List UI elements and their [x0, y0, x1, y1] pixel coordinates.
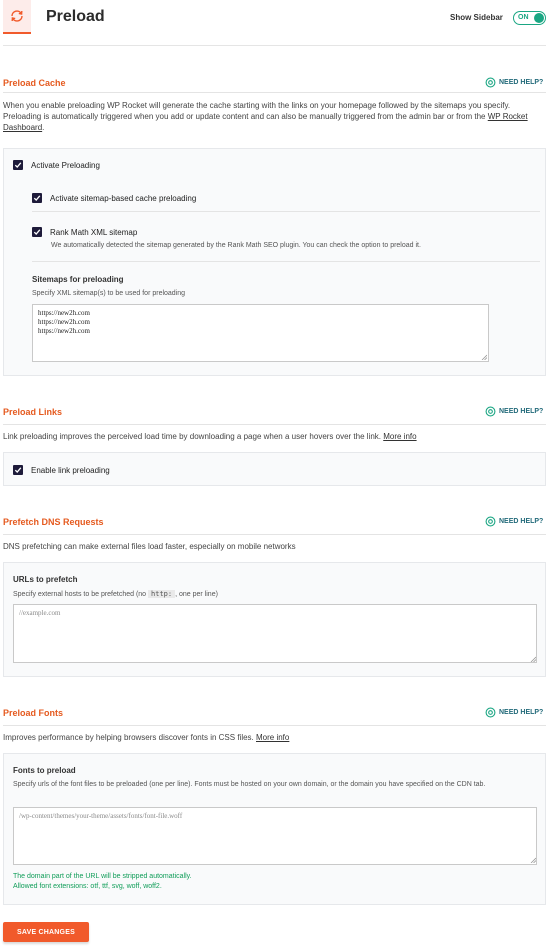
help-label: NEED HELP?	[499, 408, 544, 415]
checkmark-icon	[33, 228, 41, 236]
resize-grip-icon[interactable]	[481, 354, 487, 360]
page-title: Preload	[46, 8, 105, 25]
lifebuoy-icon	[485, 516, 496, 527]
rankmath-sitemap-checkbox[interactable]	[32, 227, 42, 237]
urls-prefetch-field-description	[13, 589, 218, 600]
header-divider	[3, 45, 546, 46]
preload-cache-help-link[interactable]	[485, 77, 543, 88]
prefetch-dns-help-link[interactable]	[485, 516, 543, 527]
help-label: NEED HELP?	[499, 709, 544, 716]
rankmath-sitemap-option[interactable]	[32, 227, 137, 237]
preload-cache-panel	[3, 148, 546, 376]
preload-cache-title: Preload Cache	[3, 78, 66, 88]
activate-preloading-checkbox[interactable]	[13, 160, 23, 170]
lifebuoy-icon	[485, 77, 496, 88]
lifebuoy-icon	[485, 707, 496, 718]
description-text: Improves performance by helping browsers discover fonts in CSS files.	[3, 733, 256, 742]
preload-links-description	[3, 431, 543, 442]
sitemaps-textarea[interactable]: https://new2h.com https://new2h.com https://new2h.com	[32, 304, 489, 362]
http-code: http:	[148, 590, 175, 598]
resize-grip-icon[interactable]	[530, 857, 536, 863]
show-sidebar-toggle[interactable]	[513, 11, 546, 25]
description-text: When you enable preloading WP Rocket will generate the cache starting with the links on your homepage followed by the sitemaps you specify. Preloading is automatically triggered when you add or update content and can also be manually triggered from the admin bar or from the	[3, 101, 511, 121]
rankmath-sitemap-description: We automatically detected the sitemap generated by the Rank Math SEO plugin. You can check the option to preload it.	[51, 242, 421, 249]
checkmark-icon	[33, 194, 41, 202]
help-label: NEED HELP?	[499, 518, 544, 525]
preload-fonts-help-link[interactable]	[485, 707, 543, 718]
enable-link-preloading-option[interactable]	[13, 465, 110, 475]
desc-text: Specify external hosts to be prefetched (no	[13, 591, 149, 598]
preload-links-help-link[interactable]	[485, 406, 543, 417]
show-sidebar-label: Show Sidebar	[450, 13, 503, 22]
sitemap-preloading-checkbox[interactable]	[32, 193, 42, 203]
prefetch-dns-title: Prefetch DNS Requests	[3, 517, 104, 527]
desc-text: , one per line)	[175, 591, 218, 598]
urls-prefetch-field-title: URLs to prefetch	[13, 575, 78, 584]
urls-prefetch-textarea[interactable]: //example.com	[13, 604, 537, 663]
section-divider	[3, 534, 546, 535]
preload-fonts-description	[3, 732, 543, 743]
domain-strip-note: The domain part of the URL will be stripped automatically.	[13, 873, 192, 880]
sitemaps-field-description: Specify XML sitemap(s) to be used for preloading	[32, 290, 186, 297]
activate-preloading-option[interactable]	[13, 160, 100, 170]
help-label: NEED HELP?	[499, 79, 544, 86]
prefetch-dns-panel	[3, 562, 546, 677]
rankmath-sitemap-label: Rank Math XML sitemap	[50, 227, 138, 237]
preload-fonts-panel	[3, 753, 546, 905]
resize-grip-icon[interactable]	[530, 656, 536, 662]
fonts-field-description: Specify urls of the font files to be preloaded (one per line). Fonts must be hosted on your own domain, or the domain you have specified on the CDN tab.	[13, 781, 486, 788]
wp-rocket-dashboard-link[interactable]: WP Rocket Dashboard	[3, 112, 528, 132]
lifebuoy-icon	[485, 406, 496, 417]
refresh-arrows-icon	[9, 8, 25, 24]
preload-fonts-title: Preload Fonts	[3, 708, 64, 718]
toggle-state-label: ON	[518, 14, 529, 21]
preload-links-title: Preload Links	[3, 407, 63, 417]
checkmark-icon	[14, 161, 22, 169]
description-text: Link preloading improves the perceived load time by downloading a page when a user hovers over the link.	[3, 432, 384, 441]
sitemap-preloading-label: Activate sitemap-based cache preloading	[50, 193, 197, 203]
activate-preloading-label: Activate Preloading	[31, 160, 100, 170]
page-header	[0, 0, 550, 46]
section-divider	[3, 92, 546, 93]
preload-logo	[3, 0, 31, 34]
enable-link-preloading-checkbox[interactable]	[13, 465, 23, 475]
sitemaps-field-title: Sitemaps for preloading	[32, 275, 124, 284]
sitemap-preloading-option[interactable]	[32, 193, 196, 203]
checkmark-icon	[14, 466, 22, 474]
prefetch-dns-description: DNS prefetching can make external files load faster, especially on mobile networks	[3, 542, 296, 551]
preload-links-more-info-link[interactable]: More info	[383, 432, 417, 441]
enable-link-preloading-label: Enable link preloading	[31, 465, 110, 475]
font-extensions-note: Allowed font extensions: otf, ttf, svg, woff, woff2.	[13, 883, 162, 890]
preload-cache-description	[3, 100, 543, 133]
preload-links-panel	[3, 452, 546, 486]
description-end: .	[42, 123, 45, 132]
fonts-field-title: Fonts to preload	[13, 766, 76, 775]
option-divider	[32, 261, 540, 262]
section-divider	[3, 424, 546, 425]
fonts-textarea[interactable]: /wp-content/themes/your-theme/assets/fonts/font-file.woff	[13, 807, 537, 865]
save-changes-button[interactable]: SAVE CHANGES	[3, 922, 89, 942]
preload-fonts-more-info-link[interactable]: More info	[256, 733, 290, 742]
option-divider	[32, 211, 540, 212]
section-divider	[3, 725, 546, 726]
toggle-knob	[534, 13, 544, 23]
